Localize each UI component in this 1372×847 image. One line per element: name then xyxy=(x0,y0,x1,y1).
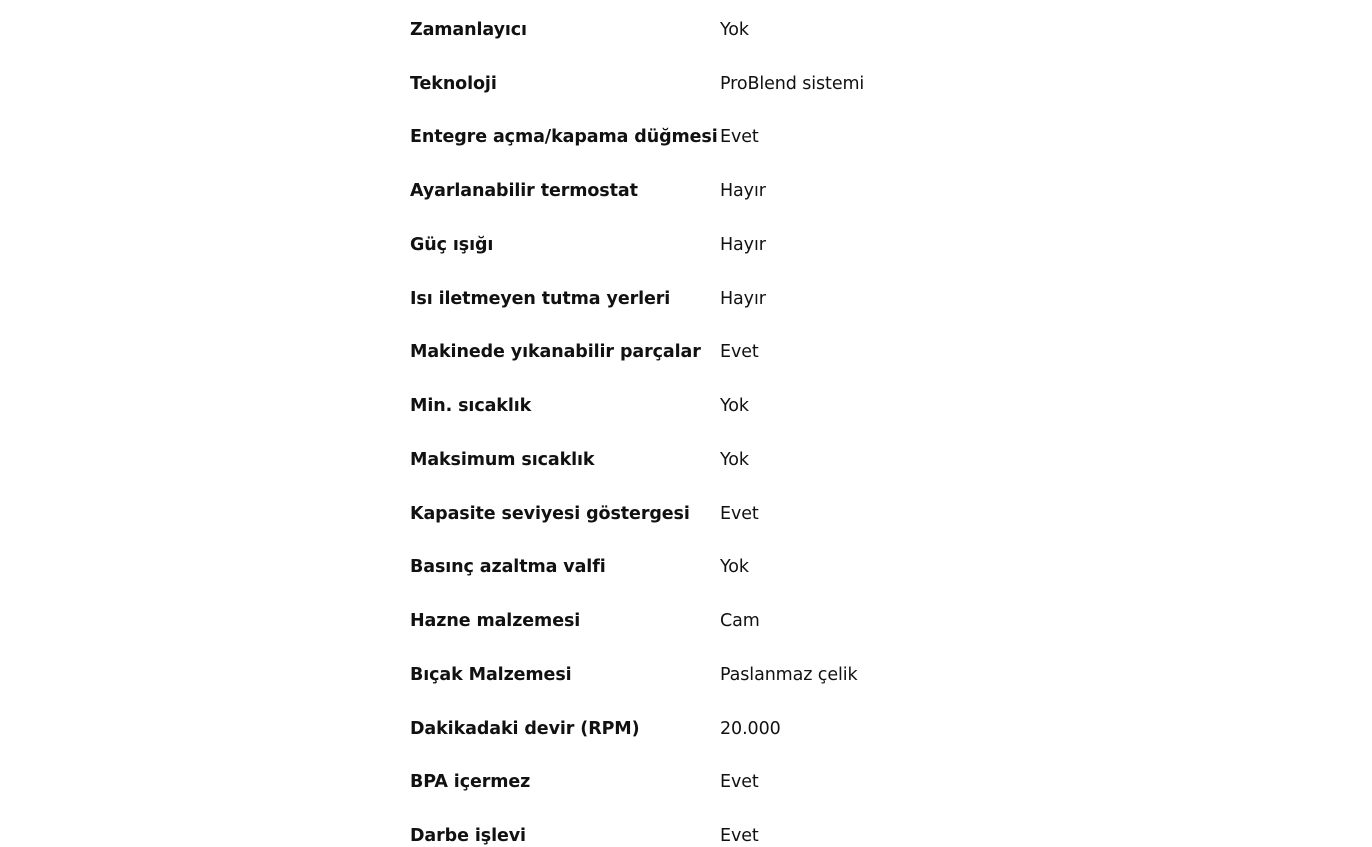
spec-row-pressure-valve xyxy=(410,541,1010,595)
spec-value: Evet xyxy=(720,127,759,148)
spec-label: Teknoloji xyxy=(410,73,497,94)
spec-value: Hayır xyxy=(720,288,766,309)
spec-label: Maksimum sıcaklık xyxy=(410,449,595,470)
spec-label: Zamanlayıcı xyxy=(410,19,527,40)
spec-table xyxy=(410,3,1010,847)
spec-row-blade-material xyxy=(410,648,1010,702)
spec-label: Dakikadaki devir (RPM) xyxy=(410,718,640,739)
spec-row-technology xyxy=(410,57,1010,111)
spec-row-min-temperature xyxy=(410,379,1010,433)
spec-label: Makinede yıkanabilir parçalar xyxy=(410,342,701,363)
spec-label: Hazne malzemesi xyxy=(410,611,581,632)
spec-value: Yok xyxy=(720,19,749,40)
spec-row-cool-touch-handles xyxy=(410,272,1010,326)
spec-row-jar-material xyxy=(410,594,1010,648)
spec-value: Cam xyxy=(720,611,760,632)
spec-row-power-light xyxy=(410,218,1010,272)
spec-row-pulse-function xyxy=(410,809,1010,847)
spec-label: Ayarlanabilir termostat xyxy=(410,181,638,202)
spec-label: Bıçak Malzemesi xyxy=(410,664,572,685)
spec-row-dishwasher-safe xyxy=(410,326,1010,380)
spec-value: Paslanmaz çelik xyxy=(720,664,858,685)
spec-label: Isı iletmeyen tutma yerleri xyxy=(410,288,671,309)
spec-label: Kapasite seviyesi göstergesi xyxy=(410,503,690,524)
spec-label: Güç ışığı xyxy=(410,234,494,255)
spec-label: Basınç azaltma valfi xyxy=(410,557,606,578)
spec-value: Hayır xyxy=(720,234,766,255)
spec-label: Darbe işlevi xyxy=(410,826,526,847)
spec-row-power-button xyxy=(410,111,1010,165)
spec-row-bpa-free xyxy=(410,756,1010,810)
spec-row-max-temperature xyxy=(410,433,1010,487)
spec-value: Evet xyxy=(720,826,759,847)
spec-label: Entegre açma/kapama düğmesi xyxy=(410,127,718,148)
spec-value: ProBlend sistemi xyxy=(720,73,865,94)
spec-row-rpm xyxy=(410,702,1010,756)
spec-value: Yok xyxy=(720,449,749,470)
spec-label: BPA içermez xyxy=(410,772,531,793)
spec-value: Evet xyxy=(720,503,759,524)
spec-row-timer xyxy=(410,3,1010,57)
spec-value: Evet xyxy=(720,772,759,793)
spec-row-capacity-indicator xyxy=(410,487,1010,541)
spec-value: 20.000 xyxy=(720,718,781,739)
spec-value: Yok xyxy=(720,396,749,417)
spec-row-thermostat xyxy=(410,164,1010,218)
spec-label: Min. sıcaklık xyxy=(410,396,532,417)
spec-value: Evet xyxy=(720,342,759,363)
spec-value: Hayır xyxy=(720,181,766,202)
spec-value: Yok xyxy=(720,557,749,578)
